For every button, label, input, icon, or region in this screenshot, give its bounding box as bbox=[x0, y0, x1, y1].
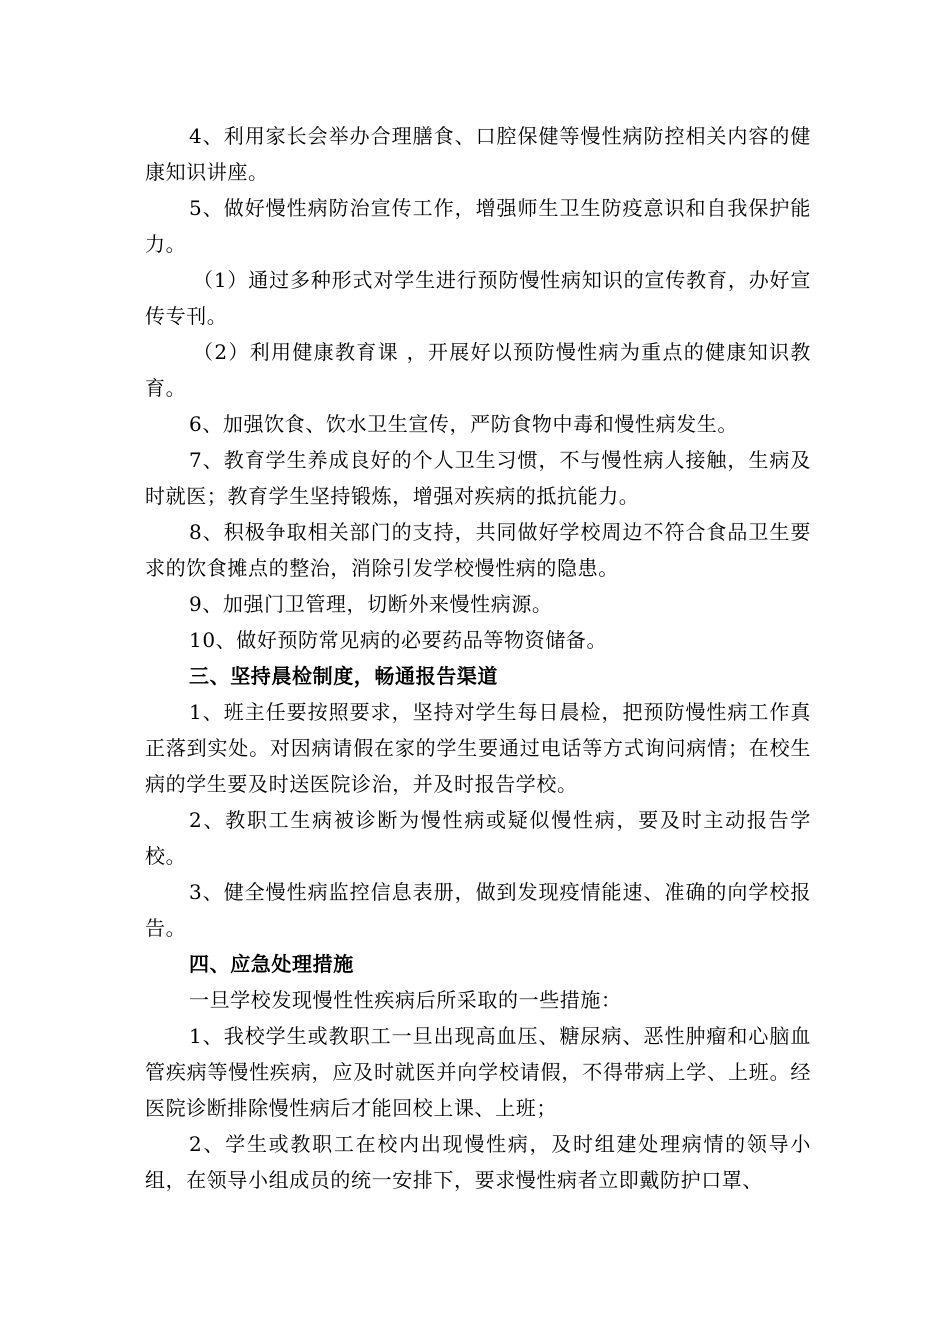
paragraph-item-5: 5、做好慢性病防治宣传工作，增强师生卫生防疫意识和自我保护能力。 bbox=[145, 196, 811, 256]
section-4-intro: 一旦学校发现慢性性疾病后所采取的一些措施： bbox=[189, 988, 622, 1012]
section-4-heading: 四、应急处理措施 bbox=[189, 952, 354, 976]
document-body bbox=[145, 118, 811, 1198]
paragraph-item-8: 8、积极争取相关部门的支持，共同做好学校周边不符合食品卫生要求的饮食摊点的整治，消除引发学校慢性病的隐患。 bbox=[145, 520, 811, 580]
paragraph-item-6: 6、加强饮食、饮水卫生宣传，严防食物中毒和慢性病发生。 bbox=[189, 412, 738, 436]
section-4-paragraph-2: 2、学生或教职工在校内出现慢性病，及时组建处理病情的领导小组，在领导小组成员的统一安排下，要求慢性病者立即戴防护口罩、 bbox=[145, 1132, 811, 1192]
paragraph-item-10: 10、做好预防常见病的必要药品等物资储备。 bbox=[189, 628, 608, 652]
section-4-paragraph-1: 1、我校学生或教职工一旦出现高血压、糖尿病、恶性肿瘤和心脑血管疾病等慢性疾病，应及时就医并向学校请假，不得带病上学、上班。经医院诊断排除慢性病后才能回校上课、上班； bbox=[145, 1024, 811, 1120]
section-3-paragraph-1: 1、班主任要按照要求，坚持对学生每日晨检，把预防慢性病工作真正落到实处。对因病请假在家的学生要通过电话等方式询问病情；在校生病的学生要及时送医院诊治，并及时报告学校。 bbox=[145, 700, 811, 796]
section-3-paragraph-2: 2、教职工生病被诊断为慢性病或疑似慢性病，要及时主动报告学校。 bbox=[145, 808, 811, 868]
section-3-paragraph-3: 3、健全慢性病监控信息表册，做到发现疫情能速、准确的向学校报告。 bbox=[145, 880, 811, 940]
paragraph-item-7: 7、教育学生养成良好的个人卫生习惯，不与慢性病人接触，生病及时就医；教育学生坚持锻炼，增强对疾病的抵抗能力。 bbox=[145, 448, 811, 508]
paragraph-item-9: 9、加强门卫管理，切断外来慢性病源。 bbox=[189, 592, 553, 616]
section-3-heading: 三、坚持晨检制度，畅通报告渠道 bbox=[189, 664, 498, 688]
paragraph-sub-1: （1）通过多种形式对学生进行预防慢性病知识的宣传教育，办好宣传专刊。 bbox=[145, 268, 811, 328]
paragraph-item-4: 4、利用家长会举办合理膳食、口腔保健等慢性病防控相关内容的健康知识讲座。 bbox=[145, 124, 811, 184]
paragraph-sub-2: （2）利用健康教育课 ，开展好以预防慢性病为重点的健康知识教育。 bbox=[145, 340, 811, 400]
